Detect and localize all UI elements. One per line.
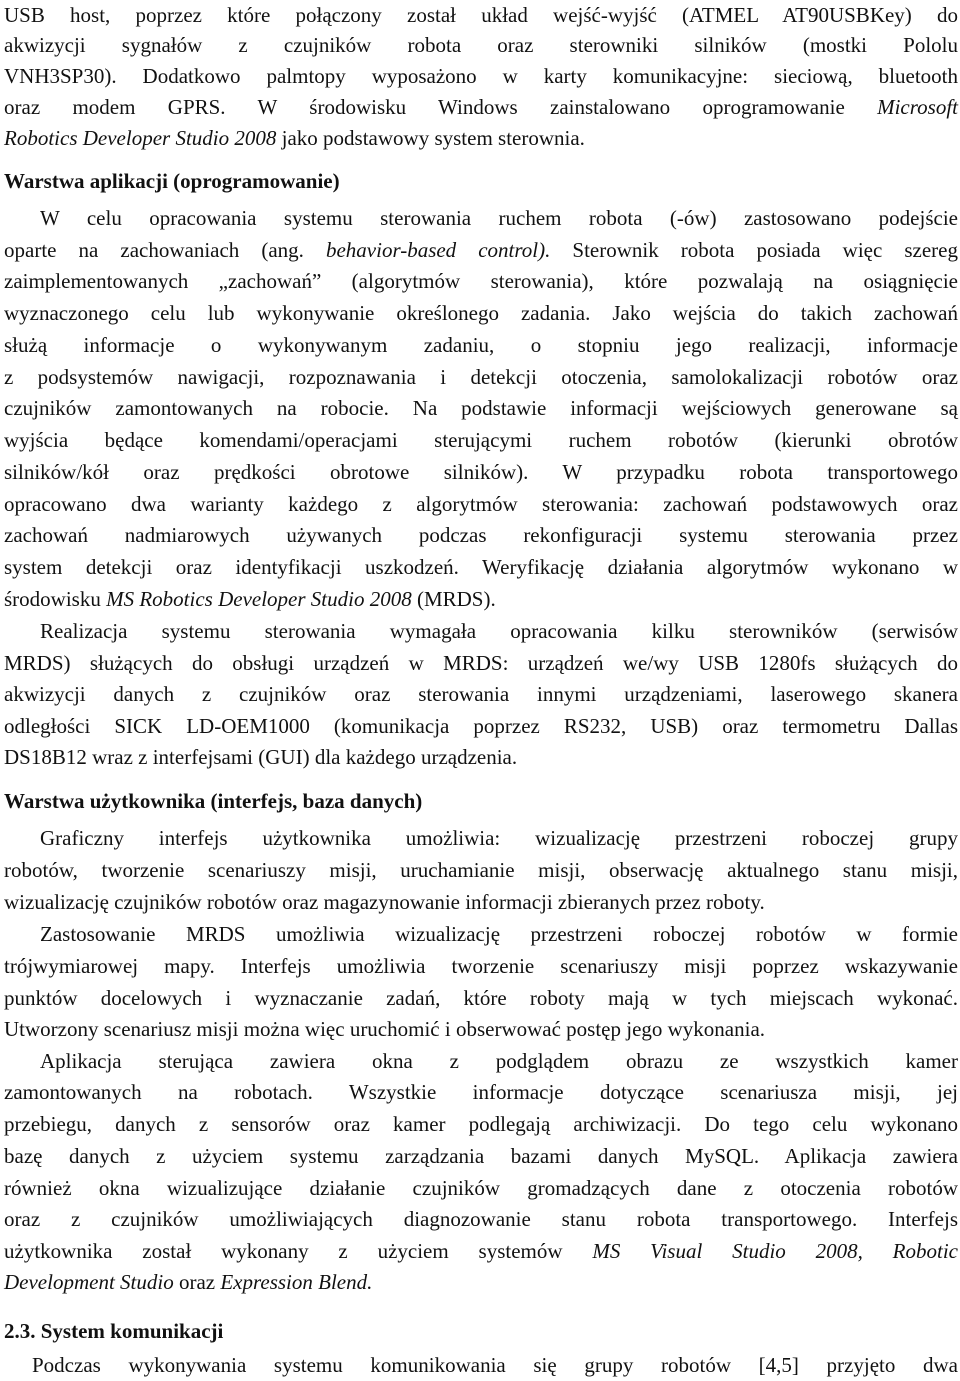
body-text: odległości SICK LD-OEM1000 (komunikacja poprzez RS232, USB) oraz termometru Dallas [4,714,958,738]
text-line [4,1204,958,1235]
body-text: Utworzony scenariusz misji można więc uruchomić i obserwować postęp jego wykonania. [4,1017,766,1041]
body-text: MRDS) służących do obsługi urządzeń w MRDS: urządzeń we/wy USB 1280fs służących do [4,651,958,675]
body-text: opracowano dwa warianty każdego z algorytmów sterowania: zachowań podstawowych oraz [4,492,958,516]
text-line [4,711,958,742]
italic-text: MS Visual Studio 2008, Robotic [592,1239,958,1263]
text-line [40,616,958,647]
body-text: oraz [173,1270,221,1294]
text-line [4,92,958,123]
text-line [40,1046,958,1077]
body-text: USB host, poprzez które połączony został układ wejść-wyjść (ATMEL AT90USBKey) do [4,3,958,27]
text-line [4,983,958,1014]
text-line [4,61,958,92]
body-text: z podsystemów nawigacji, rozpoznawania i detekcji otoczenia, samolokalizacji robotów oraz [4,365,958,389]
text-line [4,1236,958,1267]
body-text: zaimplementowanych „zachowań” (algorytmów sterowania), które pozwalają na osiągnięcie [4,269,958,293]
body-text: czujników zamontowanych na robocie. Na podstawie informacji wejściowych generowane są [4,396,958,420]
text-line [4,742,958,773]
text-line [4,0,958,31]
italic-text: Expression Blend. [220,1270,373,1294]
text-line [4,393,958,424]
heading-text: Warstwa użytkownika (interfejs, baza danych) [4,789,423,813]
body-text: bazę danych z użyciem systemu zarządzania bazami danych MySQL. Aplikacja zawiera [4,1144,958,1168]
body-text: silników/kół oraz prędkości obrotowe silników). W przypadku robota transportowego [4,460,958,484]
heading-warstwa-uzytkownika [4,786,958,817]
body-text: system detekcji oraz identyfikacji uszkodzeń. Weryfikację działania algorytmów wykonano w [4,555,958,579]
text-line [4,1173,958,1204]
text-line [4,855,958,886]
heading-text: Warstwa aplikacji (oprogramowanie) [4,169,340,193]
italic-text: Development Studio [4,1270,174,1294]
text-line [4,330,958,361]
italic-text: behavior-based control). [325,238,551,262]
text-line [4,1267,958,1298]
text-line [4,489,958,520]
heading-warstwa-aplikacji [4,166,958,197]
body-text: Realizacja systemu sterowania wymagała opracowania kilku sterowników (serwisów [40,619,958,643]
body-text: oparte na zachowaniach (ang. [4,238,326,262]
body-text: robotów, tworzenie scenariuszy misji, uruchamianie misji, obserwację aktualnego stanu misji, [4,858,958,882]
text-line [4,887,958,918]
body-text: wyjścia będące komendami/operacjami sterującymi ruchem robotów (kierunki obrotów [4,428,958,452]
heading-system-komunikacji [4,1316,958,1347]
body-text: zachowań nadmiarowych używanych podczas rekonfiguracji systemu sterowania przez [4,523,958,547]
body-text: Graficzny interfejs użytkownika umożliwia: wizualizację przestrzeni roboczej grupy [40,826,958,850]
text-line [4,457,958,488]
body-text: W celu opracowania systemu sterowania ruchem robota (-ów) zastosowano podejście [40,206,958,230]
heading-text: 2.3. System komunikacji [4,1319,224,1343]
text-line [4,679,958,710]
text-line [4,1014,958,1045]
body-text: VNH3SP30). Dodatkowo palmtopy wyposażono w karty komunikacyjne: sieciową, bluetooth [4,64,958,88]
body-text: środowisku [4,587,107,611]
text-line [4,1077,958,1108]
italic-text: Robotics Developer Studio 2008 [4,126,277,150]
text-line [4,298,958,329]
body-text: przebiegu, danych z sensorów oraz kamer podlegają archiwizacji. Do tego celu wykonano [4,1112,958,1136]
body-text: zamontowanych na robotach. Wszystkie informacje dotyczące scenariusza misji, jej [4,1080,958,1104]
text-line [4,30,958,61]
body-text: Zastosowanie MRDS umożliwia wizualizację przestrzeni roboczej robotów w formie [40,922,958,946]
body-text: DS18B12 wraz z interfejsami (GUI) dla każdego urządzenia. [4,745,518,769]
text-line [4,584,958,615]
text-line [40,203,958,234]
italic-text: Microsoft [877,95,958,119]
body-text: wizualizację czujników robotów oraz magazynowanie informacji zbieranych przez roboty. [4,890,765,914]
body-text: Aplikacja sterująca zawiera okna z podglądem obrazu ze wszystkich kamer [40,1049,958,1073]
body-text: akwizycji danych z czujników oraz sterowania innymi urządzeniami, laserowego skanera [4,682,958,706]
body-text: Podczas wykonywania systemu komunikowania się grupy robotów [4,5] przyjęto dwa [32,1353,958,1377]
text-line [4,520,958,551]
text-line [4,362,958,393]
text-line [40,919,958,950]
text-line [4,951,958,982]
body-text: wyznaczonego celu lub wykonywanie określonego zadania. Jako wejścia do takich zachowań [4,301,958,325]
text-line [4,425,958,456]
text-line [4,552,958,583]
text-line [4,235,958,266]
body-text: również okna wizualizujące działanie czujników gromadzących dane z otoczenia robotów [4,1176,958,1200]
body-text: (MRDS). [411,587,496,611]
body-text: jako podstawowy system sterownia. [276,126,585,150]
text-line [4,1141,958,1172]
body-text: punktów docelowych i wyznaczanie zadań, które roboty mają w tych miejscach wykonać. [4,986,958,1010]
text-line [4,1109,958,1140]
body-text: użytkownika został wykonany z użyciem systemów [4,1239,593,1263]
body-text: Sterownik robota posiada więc szereg [550,238,958,262]
body-text: oraz modem GPRS. W środowisku Windows zainstalowano oprogramowanie [4,95,878,119]
text-line [40,823,958,854]
italic-text: MS Robotics Developer Studio 2008 [106,587,412,611]
body-text: oraz z czujników umożliwiających diagnozowanie stanu robota transportowego. Interfejs [4,1207,958,1231]
body-text: służą informacje o wykonywanym zadaniu, o stopniu jego realizacji, informacje [4,333,958,357]
text-line [4,648,958,679]
body-text: trójwymiarowej mapy. Interfejs umożliwia tworzenie scenariuszy misji poprzez wskazywanie [4,954,958,978]
text-line [4,123,958,154]
text-line [4,266,958,297]
text-line [32,1350,958,1381]
body-text: akwizycji sygnałów z czujników robota oraz sterowniki silników (mostki Pololu [4,33,958,57]
